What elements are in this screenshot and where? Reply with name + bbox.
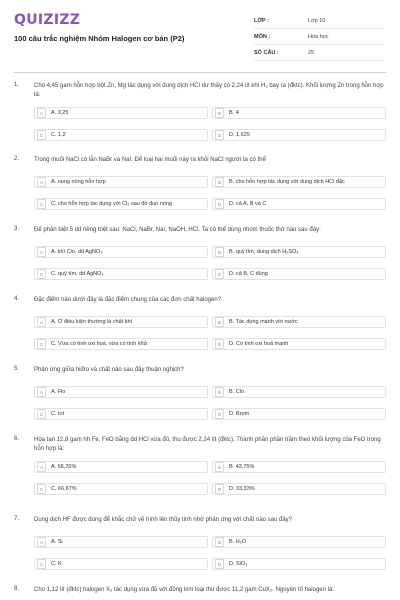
meta-label: MÔN : (254, 33, 271, 40)
answer-option[interactable] (212, 129, 386, 141)
option-letter: B (215, 108, 224, 118)
answer-option[interactable] (34, 483, 208, 495)
question-text: Dung dịch HF được dùng để khắc chữ vẽ hình lên thủy tinh nhờ phản ứng với chất nào sau đây? (34, 517, 293, 523)
option-letter: C (37, 269, 46, 279)
meta-label: LỚP : (254, 17, 269, 24)
option-letter: D (215, 339, 224, 349)
answer-option[interactable] (212, 558, 386, 570)
option-text: C. 66,67% (51, 486, 77, 492)
option-text: C. Vừa có tính oxi hoá, vừa có tính khử (51, 341, 148, 347)
answer-option[interactable] (212, 386, 386, 398)
option-letter: B (215, 247, 224, 257)
option-letter: A (37, 537, 46, 547)
option-text: B. Clo (229, 389, 244, 395)
meta-row-subject (254, 29, 384, 45)
answer-option[interactable] (34, 461, 208, 473)
option-letter: A (37, 317, 46, 327)
option-letter: B (215, 387, 224, 397)
answer-option[interactable] (34, 386, 208, 398)
option-text: B. 43,75% (229, 464, 255, 470)
question-text: Để phân biệt 5 dd riêng biệt sau: NaCl, NaBr, NaI, NaOH, HCl. Ta có thể dùng nhóm thuốc thử nào sau đây: (34, 227, 321, 233)
option-letter: B (215, 177, 224, 187)
answer-option[interactable] (212, 338, 386, 350)
option-text: D. cả A, B và C (229, 201, 267, 207)
option-letter: C (37, 409, 46, 419)
option-text: B. Tác dụng mạnh với nước (229, 319, 298, 325)
question-number: 8. (14, 586, 20, 592)
answer-option[interactable] (212, 408, 386, 420)
option-text: B. cho hỗn hợp tác dụng với dung dịch HCl đặc (229, 179, 345, 185)
question-text: Cho 1,12 lít (đktc) halogen X₂ tác dụng vừa đủ với đồng kim loại thu được 11,2 gam CuX₂. Nguyên tố halogen là: (34, 587, 334, 593)
option-letter: B (215, 462, 224, 472)
option-text: B. quỳ tím, dung dịch H₂SO₄ (229, 249, 299, 255)
option-letter: C (37, 339, 46, 349)
answer-option[interactable] (34, 198, 208, 210)
meta-value: Lớp 10 (308, 17, 326, 24)
answer-option[interactable] (34, 408, 208, 420)
option-text: B. 4 (229, 110, 239, 116)
answer-option[interactable] (212, 246, 386, 258)
question-text: Hòa tan 12,8 gam hh Fe, FeO bằng dd HCl vừa đủ, thu được 2,24 lít (đktc). Thành phần phần trăm theo khối lượng của FeO trong hỗn hợp là: (34, 437, 381, 452)
answer-option[interactable] (212, 536, 386, 548)
option-text: D. SiO₂ (229, 561, 248, 567)
answer-option[interactable] (212, 461, 386, 473)
option-text: C. quỳ tím, dd AgNO₃ (51, 271, 104, 277)
option-letter: B (215, 537, 224, 547)
option-letter: D (215, 409, 224, 419)
answer-option[interactable] (34, 536, 208, 548)
option-letter: A (37, 387, 46, 397)
option-letter: C (37, 559, 46, 569)
meta-value: Hóa học (308, 33, 329, 40)
option-text: D. Có tính oxi hoá mạnh (229, 341, 289, 347)
option-letter: D (215, 199, 224, 209)
option-letter: C (37, 130, 46, 140)
question-number: 6. (14, 436, 20, 442)
option-text: A. khí Clo, dd AgNO₃ (51, 249, 103, 255)
question-number: 2. (14, 156, 20, 162)
answer-option[interactable] (212, 176, 386, 188)
option-text: D. Brom (229, 411, 250, 417)
answer-option[interactable] (34, 558, 208, 570)
answer-option[interactable] (34, 129, 208, 141)
option-text: A. nung nóng hỗn hợp (51, 179, 106, 185)
option-text: A. Flo (51, 389, 66, 395)
worksheet-header (0, 0, 400, 78)
option-text: D. 33,33% (229, 486, 255, 492)
answer-option[interactable] (212, 107, 386, 119)
option-text: A. Ở điều kiện thường là chất khí (51, 319, 133, 325)
meta-row-grade (254, 13, 384, 29)
meta-label: SỐ CÂU : (254, 49, 279, 56)
option-letter: C (37, 484, 46, 494)
option-text: C. K (51, 561, 62, 567)
option-letter: D (215, 130, 224, 140)
meta-value: 25 (308, 49, 315, 56)
option-letter: A (37, 177, 46, 187)
answer-option[interactable] (34, 338, 208, 350)
answer-option[interactable] (212, 483, 386, 495)
option-letter: D (215, 559, 224, 569)
option-letter: B (215, 317, 224, 327)
answer-option[interactable] (34, 268, 208, 280)
option-text: A. 3,25 (51, 110, 69, 116)
question-text: Cho 4,45 gam hỗn hợp bột Zn, Mg tác dụng với dung dịch HCl dư thấy có 2,24 lít khí H₂ bay ra (đktc). Khối lượng Zn trong hỗn hợp là: (34, 83, 384, 98)
option-letter: C (37, 199, 46, 209)
question-number: 4. (14, 296, 20, 302)
question-text: Đặc điểm nào dưới đây là đặc điểm chung của các đơn chất halogen? (34, 297, 221, 303)
header-divider (14, 72, 386, 73)
question-number: 1. (14, 82, 20, 88)
question-number: 7. (14, 516, 20, 522)
option-letter: A (37, 462, 46, 472)
question-text: Trong muối NaCl có lẫn NaBr và NaI. Để loại hai muối này ra khỏi NaCl người ta có thể (34, 157, 266, 163)
option-text: D. 1,625 (229, 132, 250, 138)
question-number: 5. (14, 366, 20, 372)
answer-option[interactable] (212, 316, 386, 328)
answer-option[interactable] (212, 198, 386, 210)
option-text: D. cả B, C đúng (229, 271, 268, 277)
option-letter: D (215, 269, 224, 279)
meta-row-count (254, 45, 384, 61)
answer-option[interactable] (34, 107, 208, 119)
option-text: A. Si (51, 539, 63, 545)
answer-option[interactable] (34, 176, 208, 188)
answer-option[interactable] (34, 316, 208, 328)
option-letter: A (37, 247, 46, 257)
answer-option[interactable] (34, 246, 208, 258)
option-text: C. Iot (51, 411, 65, 417)
option-letter: D (215, 484, 224, 494)
option-text: B. H₂O (229, 539, 247, 545)
meta-table (254, 13, 384, 61)
quizizz-logo: QUIZIZZ (14, 12, 81, 28)
page-title: 100 câu trắc nghiệm Nhóm Halogen cơ bản (P2) (14, 34, 185, 43)
answer-option[interactable] (212, 268, 386, 280)
option-letter: A (37, 108, 46, 118)
option-text: C. cho hỗn hợp tác dụng với Cl₂ sau đó đun nóng (51, 201, 172, 207)
option-text: A. 56,25% (51, 464, 77, 470)
option-text: C. 1,2 (51, 132, 66, 138)
question-number: 3. (14, 226, 20, 232)
question-text: Phản ứng giữa hiđro và chất nào sau đây thuận nghịch? (34, 367, 184, 373)
